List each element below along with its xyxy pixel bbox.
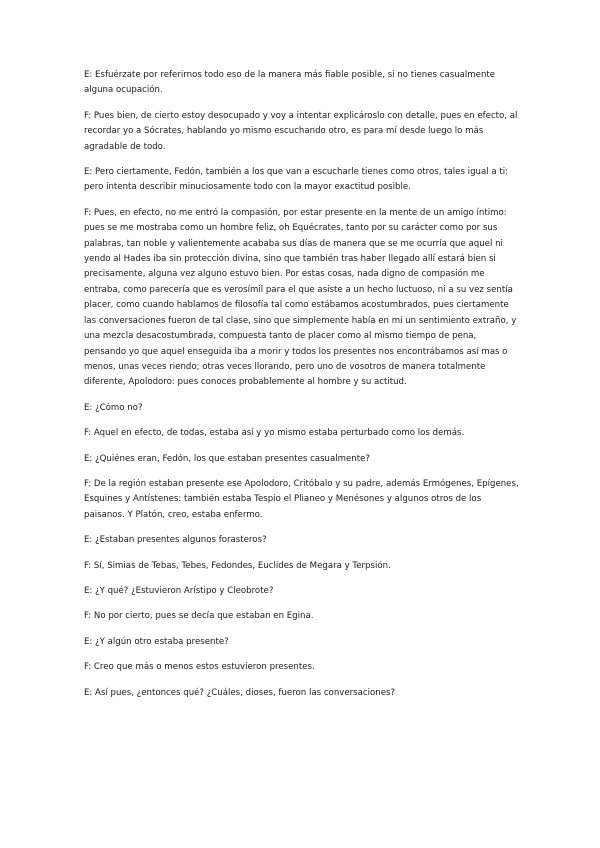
- paragraph-7: E: ¿Quiénes eran, Fedón, los que estaban presentes casualmente?: [84, 453, 370, 464]
- paragraph-11: E: ¿Y qué? ¿Estuvieron Arístipo y Cleobrote?: [84, 585, 274, 596]
- paragraph-14: F: Creo que más o menos estos estuvieron presentes.: [84, 662, 315, 673]
- paragraph-12: F: No por cierto, pues se decía que estaban en Egina.: [84, 611, 314, 622]
- paragraph-2: F: Pues bien, de cierto estoy desocupado y voy a intentar explicároslo con detalle, pues en efecto, al recordar yo a Sócrates, hablando yo mismo escuchando otro, es para mí desde luego lo más agradable de todo.: [84, 110, 518, 152]
- paragraph-5: E: ¿Cómo no?: [84, 402, 143, 413]
- paragraph-9: E: ¿Estaban presentes algunos forasteros?: [84, 535, 267, 546]
- paragraph-15: E: Así pues, ¿entonces qué? ¿Cuáles, dioses, fueron las conversaciones?: [84, 687, 396, 698]
- paragraph-8: F: De la región estaban presente ese Apolodoro, Critóbalo y su padre, además Ermógenes, Epígenes, Esquines y Antístenes: también estaba Tespio el Plianeo y Menésones y algunos otros de los paisanos. Y Platón, creo, estaba enfermo.: [84, 478, 519, 520]
- paragraph-3: E: Pero ciertamente, Fedón, también a los que van a escucharle tienes como otros, tales igual a ti: pero intenta describir minuciosamente todo con la mayor exactitud posible.: [84, 167, 509, 193]
- paragraph-6: F: Aquel en efecto, de todas, estaba así y yo mismo estaba perturbado como los demás.: [84, 428, 465, 439]
- paragraph-10: F: Sí, Simias de Tebas, Tebes, Fedondes, Euclides de Megara y Terpsión.: [84, 560, 391, 571]
- paragraph-4: F: Pues, en efecto, no me entró la compasión, por estar presente en la mente de un amigo íntimo: pues se me mostraba como un hombre feliz, oh Equécrates, tanto por su carácter como por sus palabras, tan noble y valientemente acababa sus días de manera que se me ocurría que aquel ni yendo al Hades iba sin protección divina, sino que también tras haber llegado allí estará bien si precisamente, alguna vez alguno estuvo bien. Por estas cosas, nada digno de compasión me entraba, como parecería que es verosímil para el que asiste a un hecho luctuoso, ni a su vez sentía placer, como cuando hablamos de filosofía tal como estábamos acostumbrados, pues ciertamente las conversaciones fueron de tal clase, sino que simplemente había en mi un sentimiento extraño, y una mezcla desacostumbrada, compuesta tanto de placer como al mismo tiempo de pena, pensando yo que aquel enseguida iba a morir y todos los presentes nos encontrábamos así mas o menos, unas veces riendo; otras veces llorando, pero uno de vosotros de manera totalmente diferente, Apolodoro: pues conoces probablemente al hombre y su actitud.: [84, 207, 517, 388]
- dialogue-text: [84, 68, 520, 711]
- paragraph-1: E: Esfuérzate por referirnos todo eso de la manera más fiable posible, si no tienes casualmente alguna ocupación.: [84, 70, 496, 96]
- paragraph-13: E: ¿Y algún otro estaba presente?: [84, 636, 229, 647]
